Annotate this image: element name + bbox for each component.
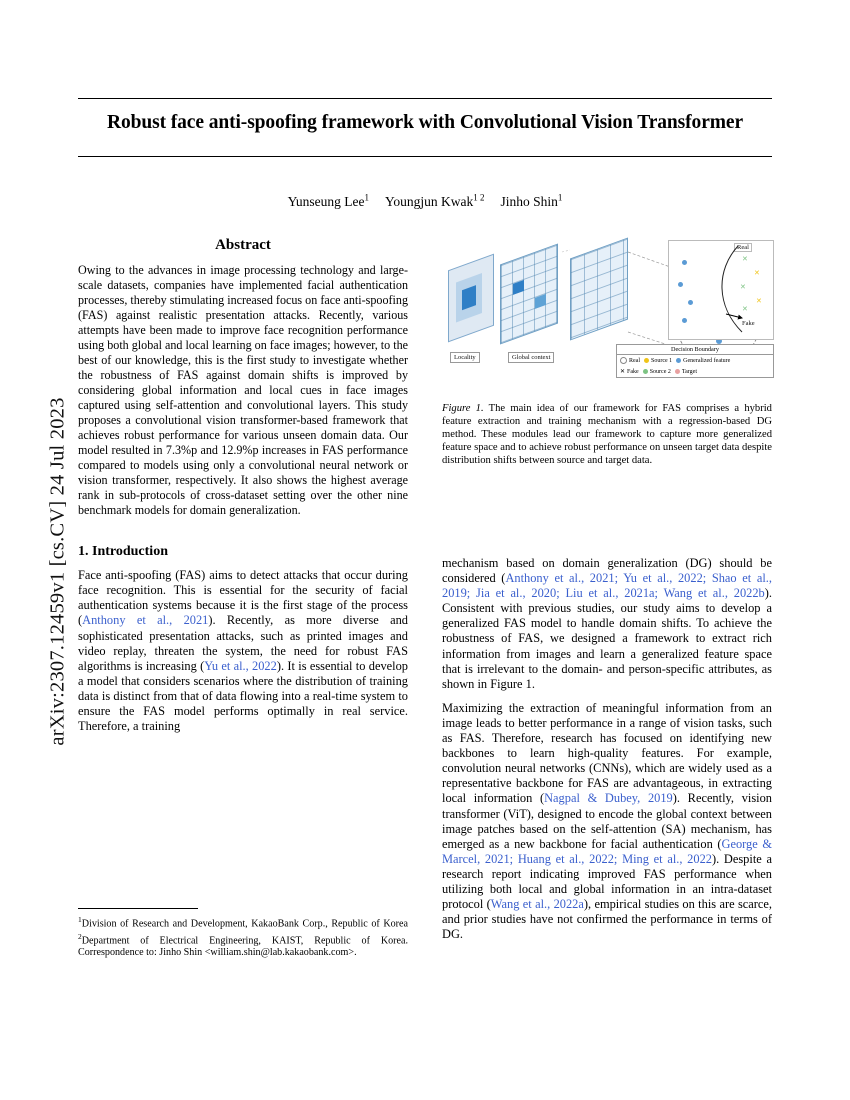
figure-1-caption: Figure 1. The main idea of our framework for FAS comprises a hybrid feature extraction and training mechanism with a regression-based DG method. These modules lead our framework to capture more generalized feature space and to achieve robust performance on unseen target data despite distribution shifts between source and target data. [442,403,772,466]
legend-generalized: Generalized feature [676,358,730,364]
right-paragraph-1: mechanism based on domain generalization (DG) should be considered (Anthony et al., 2021; Yu et al., 2022; Shao et al., 2019; Jia et al., 2020; Liu et al., 2021a; Wang et al., 2022b). Consistent with previous studies, our study aims to develop a generalized FAS model to handle domain shifts. To achieve the robustness of FAS, we designed a framework to extract rich information from images and learn a generalized feature space that is irrelevant to the domain- and person-specific attributes, as shown in Figure 1. [442,556,772,691]
legend-row [617,355,773,366]
citation-link[interactable]: George & Marcel, 2021; Huang et al., 2022; Ming et al., 2022 [442,836,773,866]
author-3: Jinho Shin$^1$ [500,192,563,209]
intro-paragraph-1: Face anti-spoofing (FAS) aims to detect attacks that occur during face recognition. This is essential for the security of facial authentication systems because it is the first stage of the process (Anthony et al., 2021). Recently, as more diverse and sophisticated presentation attacks, such as printed images and video replay, threaten the system, the need for robust FAS algorithms is increasing (Yu et al., 2022). It is essential to develop a model that considers scenarios where the distribution of training data is distinct from that of data flowing into a real-time system to ensure the FAS model performs optimally in real service. Therefore, a training [78,568,408,734]
legend-real: Real [620,357,640,364]
fake-mark: ✕ [740,284,746,291]
real-dot [682,318,687,323]
figure-1-image [442,240,772,390]
section-heading-introduction: 1. Introduction [78,544,168,560]
decision-boundary-curve [668,240,772,338]
paper-content [78,0,772,1100]
legend-fake: ✕ Fake [620,368,639,375]
real-label: Real [734,243,752,252]
fake-mark: ✕ [742,256,748,263]
legend-title: Decision Boundary [617,345,773,355]
footnote: $^1$Division of Research and Development, KakaoBank Corp., Republic of Korea $^2$Department of Electrical Engineering, KAIST, Republic of Korea. Correspondence to: Jinho Shin <william.shin@lab.kakaobank.com>. [78,908,408,959]
arxiv-stamp: arXiv:2307.12459v1 [cs.CV] 24 Jul 2023 [46,397,69,746]
citation-link[interactable]: Nagpal & Dubey, 2019 [544,791,673,806]
fake-label: Fake [742,320,755,327]
author-1: Yunseung Lee$^1$ [287,192,369,209]
global-context-label: Global context [508,352,554,363]
citation-link[interactable]: Yu et al., 2022 [204,658,277,673]
legend-target: Target [675,369,697,375]
fake-mark: ✕ [754,270,760,277]
legend-row [617,366,773,377]
author-list [78,192,772,210]
left-column [78,238,408,743]
right-paragraph-2: Maximizing the extraction of meaningful information from an image leads to better performance in a range of vision tasks, such as FAS. Therefore, research has focused on identifying new backbones to learn high-quality features. For example, convolution neural networks (CNNs), which are widely used as a representative backbone for FAS are advantageous, in extracting local information (Nagpal & Dubey, 2019). Recently, vision transformer (ViT), designed to encode the global context between image patches based on the self-attention (SA) mechanism, has emerged as a new backbone for facial authentication (George & Marcel, 2021; Huang et al., 2022; Ming et al., 2022). Despite a research report indicating improved FAS performance when utilizing both local and global information in an intra-dataset protocol (Wang et al., 2022a), empirical studies on this are scarce, and prior studies have not confirmed the performance in terms of DG. [442,700,773,942]
citation-link[interactable]: Anthony et al., 2021; Yu et al., 2022; Shao et al., 2019; Jia et al., 2020; Liu et al., 2021a; Wang et al., 2022b [442,571,772,601]
real-dot [678,282,683,287]
real-dot [688,300,693,305]
figure-1 [442,240,772,467]
legend-source2: Source 2 [643,369,671,375]
author-2: Youngjun Kwak$^{1 2}$ [384,192,485,209]
figure-legend [616,344,774,378]
citation-link[interactable]: Anthony et al., 2021 [82,613,209,628]
footnote-divider [78,908,198,909]
page-title: Robust face anti-spoofing framework with Convolutional Vision Transformer [106,112,744,133]
fake-mark: ✕ [756,298,762,305]
abstract-heading: Abstract [215,237,271,253]
real-dot [682,260,687,265]
title-rule-top [78,98,772,99]
legend-source1: Source 1 [644,358,672,364]
locality-label: Locality [450,352,480,363]
citation-link[interactable]: Wang et al., 2022a [490,897,584,912]
right-column [442,556,772,951]
fake-mark: ✕ [742,306,748,313]
abstract-text: Owing to the advances in image processing technology and large-scale datasets, companies have implemented facial authentication processes, thereby stimulating increased focus on face anti-spoofing (FAS) against realistic presentation attacks. Recently, various attempts have been made to improve face recognition performance using both global and local learning on face images; however, to the best of our knowledge, this is the first study to investigate whether the robustness of FAS against domain shifts is improved by considering global information and local cues in face images captured using self-attention and convolutional layers. This study proposes a convolutional vision transformer-based framework that achieves robust performance for various unseen domain data. Our model resulted in 7.3%p and 12.9%p increases in FAS performance compared to models using only a convolutional neural network or vision transformer, respectively. It also shows the highest average rank in sub-protocols of cross-dataset setting over the other nine benchmark models for domain generalization. [78,263,408,518]
title-rule-bottom [78,156,772,157]
